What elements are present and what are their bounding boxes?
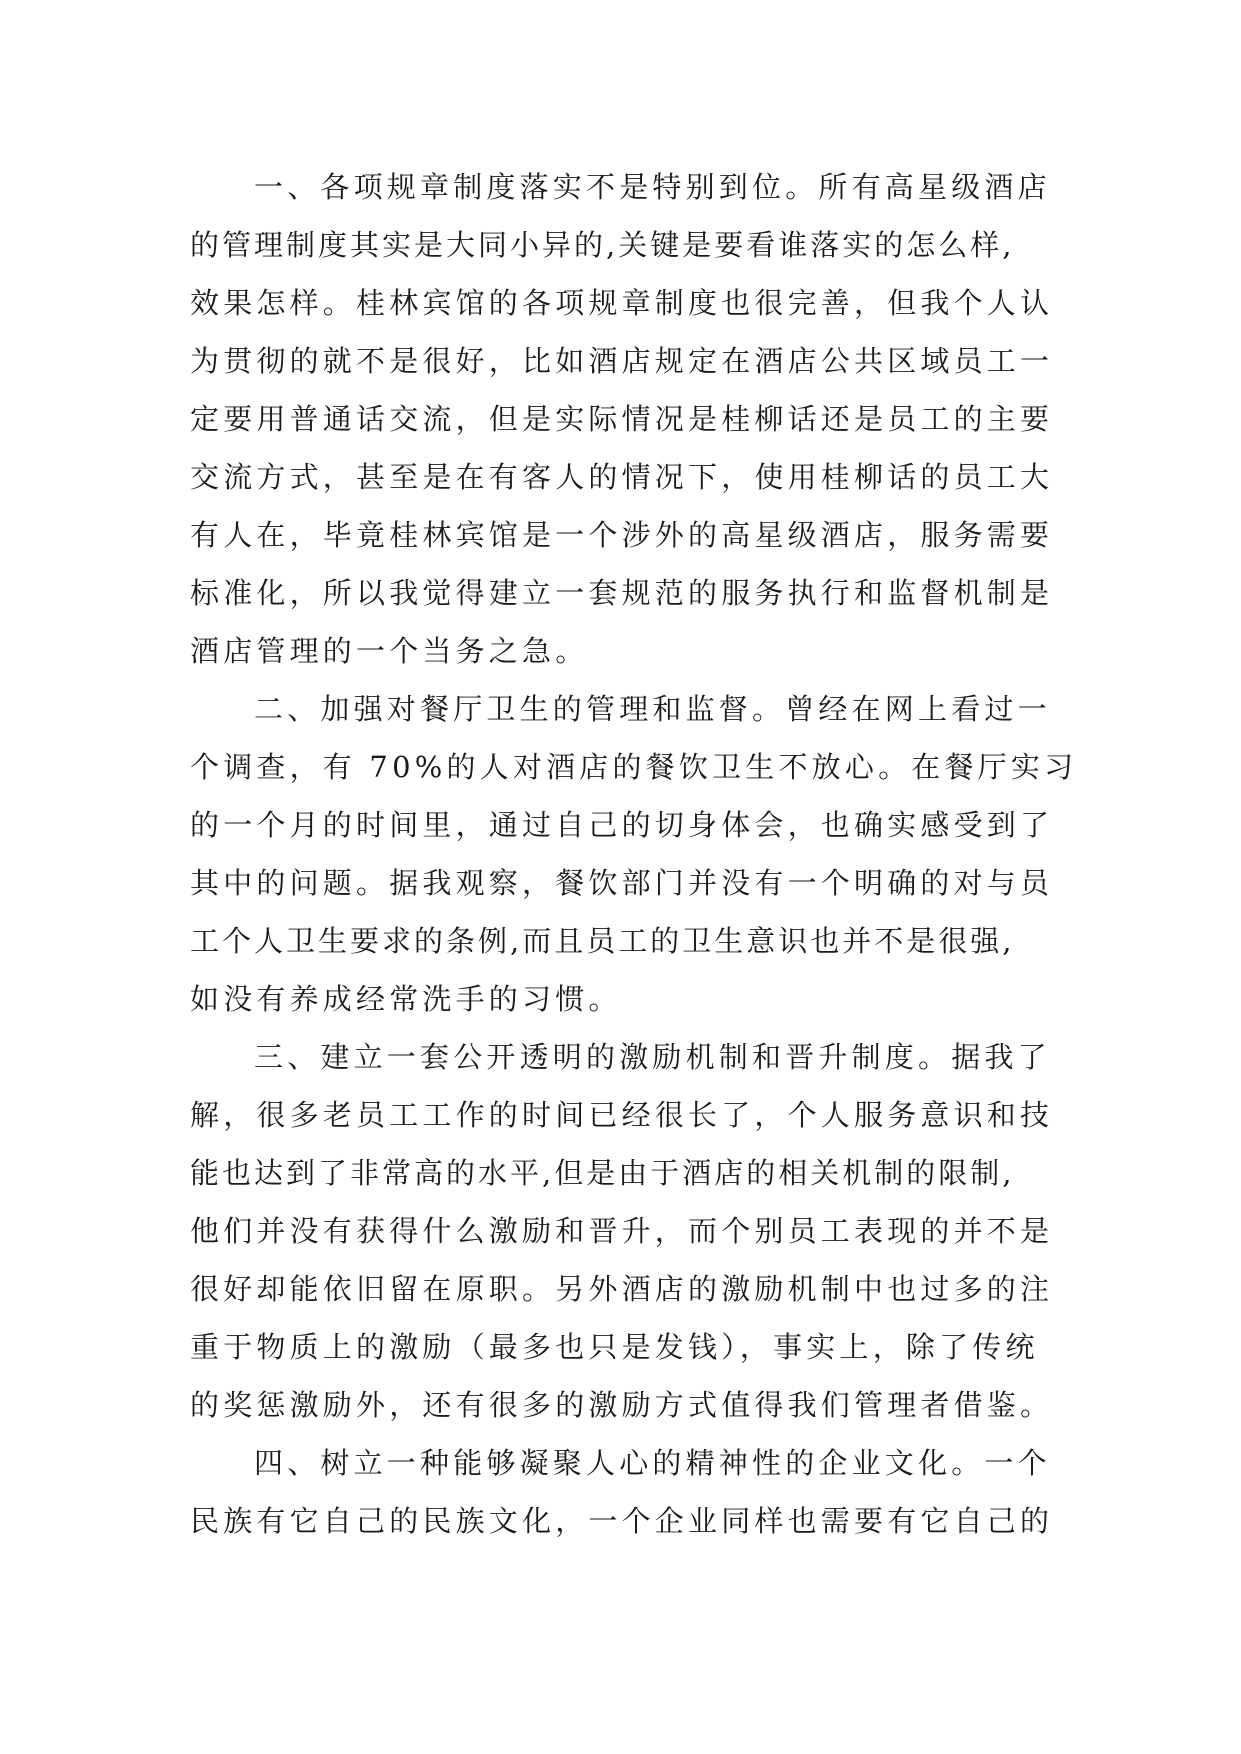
text-line: 的一个月的时间里，通过自己的切身体会，也确实感受到了 (190, 808, 1054, 842)
paragraph-3 (190, 1028, 1090, 1434)
text-line: 重于物质上的激励（最多也只是发钱），事实上，除了传统 (190, 1330, 1039, 1364)
text-line: 二、加强对餐厅卫生的管理和监督。曾经在网上看过一 (254, 692, 1051, 726)
document-body (190, 158, 1090, 1550)
text-line: 如没有养成经常洗手的习惯。 (190, 982, 622, 1016)
text-line: 的管理制度其实是大同小异的,关键是要看谁落实的怎么样, (190, 228, 1015, 262)
text-line: 四、树立一种能够凝聚人心的精神性的企业文化。一个 (254, 1446, 1051, 1480)
text-line: 能也达到了非常高的水平,但是由于酒店的相关机制的限制, (190, 1156, 1015, 1190)
text-line: 一、各项规章制度落实不是特别到位。所有高星级酒店 (254, 170, 1051, 204)
paragraph-1 (190, 158, 1090, 680)
text-line: 三、建立一套公开透明的激励机制和晋升制度。据我了 (254, 1040, 1051, 1074)
text-line: 交流方式，甚至是在有客人的情况下，使用桂柳话的员工大 (190, 460, 1054, 494)
text-line: 民族有它自己的民族文化，一个企业同样也需要有它自己的 (190, 1504, 1054, 1538)
text-line: 他们并没有获得什么激励和晋升，而个别员工表现的并不是 (190, 1214, 1054, 1248)
text-line: 的奖惩激励外，还有很多的激励方式值得我们管理者借鉴。 (190, 1388, 1054, 1422)
paragraph-4 (190, 1434, 1090, 1550)
text-line: 为贯彻的就不是很好，比如酒店规定在酒店公共区域员工一 (190, 344, 1054, 378)
text-line: 效果怎样。桂林宾馆的各项规章制度也很完善，但我个人认 (190, 286, 1054, 320)
text-line: 很好却能依旧留在原职。另外酒店的激励机制中也过多的注 (190, 1272, 1054, 1306)
paragraph-2 (190, 680, 1090, 1028)
text-line: 工个人卫生要求的条例,而且员工的卫生意识也并不是很强, (190, 924, 1015, 958)
text-line: 解，很多老员工工作的时间已经很长了，个人服务意识和技 (190, 1098, 1054, 1132)
text-line: 个调查，有 70%的人对酒店的餐饮卫生不放心。在餐厅实习 (190, 750, 1078, 784)
text-line: 酒店管理的一个当务之急。 (190, 634, 589, 668)
text-line: 标准化，所以我觉得建立一套规范的服务执行和监督机制是 (190, 576, 1054, 610)
text-line: 定要用普通话交流，但是实际情况是桂柳话还是员工的主要 (190, 402, 1054, 436)
text-line: 其中的问题。据我观察，餐饮部门并没有一个明确的对与员 (190, 866, 1054, 900)
text-line: 有人在，毕竟桂林宾馆是一个涉外的高星级酒店，服务需要 (190, 518, 1054, 552)
